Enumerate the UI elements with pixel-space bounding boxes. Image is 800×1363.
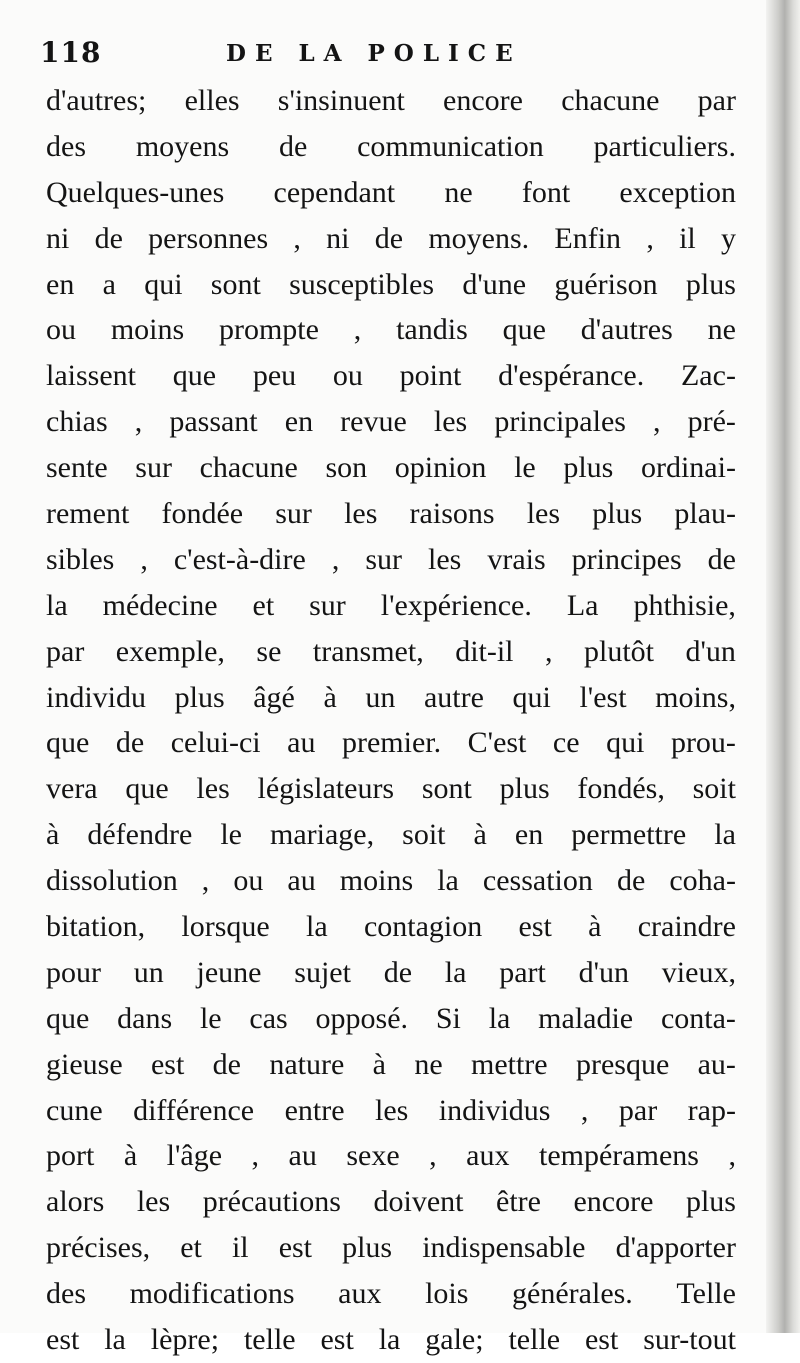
text-line: précises, et il est plus indispensable d'apporter	[46, 1231, 736, 1265]
text-line: bitation, lorsque la contagion est à craindre	[46, 910, 736, 944]
text-line: ou moins prompte , tandis que d'autres ne	[46, 313, 736, 347]
text-line: laissent que peu ou point d'espérance. Zac-	[46, 359, 736, 393]
page-number: 118	[40, 36, 102, 69]
text-line: vera que les législateurs sont plus fondés, soit	[46, 772, 736, 806]
page-header	[40, 36, 740, 76]
text-line: Quelques-unes cependant ne font exception	[46, 175, 736, 209]
text-line: alors les précautions doivent être encore plus	[46, 1185, 736, 1219]
page-edge-shadow	[766, 0, 800, 1333]
text-line: dissolution , ou au moins la cessation de coha-	[46, 864, 736, 898]
text-line: d'autres; elles s'insinuent encore chacune par	[46, 84, 736, 117]
text-line: est la lèpre; telle est la gale; telle est sur-tout	[46, 1323, 736, 1357]
text-line: sente sur chacune son opinion le plus ordinai-	[46, 451, 736, 485]
text-line: port à l'âge , au sexe , aux tempéramens ,	[46, 1139, 736, 1173]
text-line: sibles , c'est-à-dire , sur les vrais principes de	[46, 542, 736, 576]
text-line: que de celui-ci au premier. C'est ce qui prou-	[46, 726, 736, 760]
body-text	[46, 78, 736, 1363]
text-line: ni de personnes , ni de moyens. Enfin , il y	[46, 221, 736, 255]
text-line: par exemple, se transmet, dit-il , plutôt d'un	[46, 634, 736, 668]
text-line: la médecine et sur l'expérience. La phthisie,	[46, 588, 736, 622]
text-line: gieuse est de nature à ne mettre presque au-	[46, 1047, 736, 1081]
text-line: chias , passant en revue les principales , pré-	[46, 405, 736, 439]
text-line: à défendre le mariage, soit à en permettre la	[46, 818, 736, 852]
running-head: DE LA POLICE	[226, 40, 522, 67]
text-line: cune différence entre les individus , par rap-	[46, 1093, 736, 1127]
text-line: que dans le cas opposé. Si la maladie conta-	[46, 1001, 736, 1035]
text-line: individu plus âgé à un autre qui l'est moins,	[46, 680, 736, 714]
text-line: en a qui sont susceptibles d'une guérison plus	[46, 267, 736, 301]
text-line: pour un jeune sujet de la part d'un vieux,	[46, 955, 736, 989]
text-line: des moyens de communication particuliers.	[46, 129, 736, 163]
text-line: rement fondée sur les raisons les plus plau-	[46, 497, 736, 531]
text-line: des modifications aux lois générales. Telle	[46, 1277, 736, 1311]
